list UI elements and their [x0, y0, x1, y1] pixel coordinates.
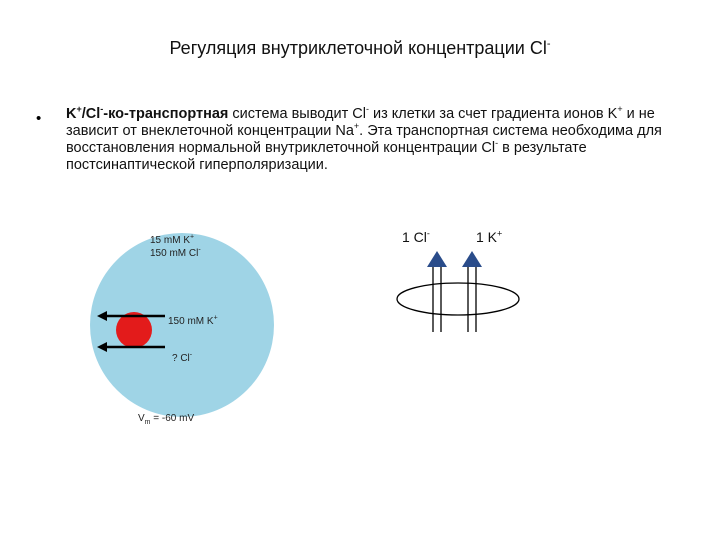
text-part-1: система выводит Cl	[228, 106, 366, 122]
k-flux-arrow-head	[462, 251, 482, 267]
outside-k-text: 15 mM K	[150, 235, 191, 246]
bullet-text	[66, 106, 696, 174]
inside-k-text: 150 mM K	[168, 316, 214, 327]
bold-cl-sup: -	[100, 104, 104, 115]
k-ion-sup: +	[497, 228, 503, 239]
vm-subscript: m	[144, 419, 151, 426]
membrane-potential-label	[138, 413, 194, 426]
inside-cl-sup: -	[189, 351, 193, 359]
text-part-2-sup: +	[617, 104, 623, 115]
text-part-1-sup: -	[365, 104, 369, 115]
cl-flux-arrow-head	[427, 251, 447, 267]
text-part-3: и не зависит от внеклеточной концентрации Na	[66, 106, 655, 139]
outside-cl-label	[150, 248, 201, 259]
k-ion-text: 1 K	[476, 229, 498, 245]
transporter-circle	[116, 312, 152, 348]
slide-title	[0, 38, 720, 59]
cl-ion-text: 1 Cl	[402, 229, 427, 245]
outside-cl-sup: -	[198, 246, 201, 254]
membrane-ring	[397, 283, 519, 315]
outside-k-label	[150, 235, 194, 246]
cotransporter-svg	[380, 225, 540, 335]
inside-cl-text: ? Cl	[172, 353, 190, 364]
inside-k-label	[168, 316, 218, 327]
text-part-3-sup: +	[353, 121, 360, 132]
bold-rest: -ко-транспортная	[103, 106, 229, 122]
bullet-marker: •	[36, 110, 42, 127]
cl-ion-sup: -	[426, 228, 430, 239]
outside-k-sup: +	[190, 233, 195, 241]
text-part-4: . Эта транспортная система необходима для восстановления нормальной внутриклеточной концентрации Cl	[66, 123, 662, 156]
bold-slash-cl: /Cl	[81, 106, 101, 122]
text-part-2: из клетки за счет градиента ионов K	[368, 106, 618, 122]
vm-value: = -60 mV	[150, 413, 195, 424]
bold-k: K	[66, 106, 77, 122]
outside-cl-text: 150 mM Cl	[150, 248, 199, 259]
text-part-5: в результате постсинаптической гиперполяризации.	[66, 140, 587, 173]
inside-cl-label	[172, 353, 192, 364]
slide-title-text: Регуляция внутриклеточной концентрации Cl	[169, 38, 547, 58]
text-part-4-sup: -	[495, 138, 499, 149]
bold-k-sup: +	[76, 104, 82, 115]
vm-symbol: V	[138, 413, 145, 424]
slide-title-sup: -	[546, 38, 551, 50]
inside-k-sup: +	[213, 314, 218, 322]
cotransporter-diagram	[380, 225, 540, 335]
cell-diagram	[90, 225, 280, 450]
